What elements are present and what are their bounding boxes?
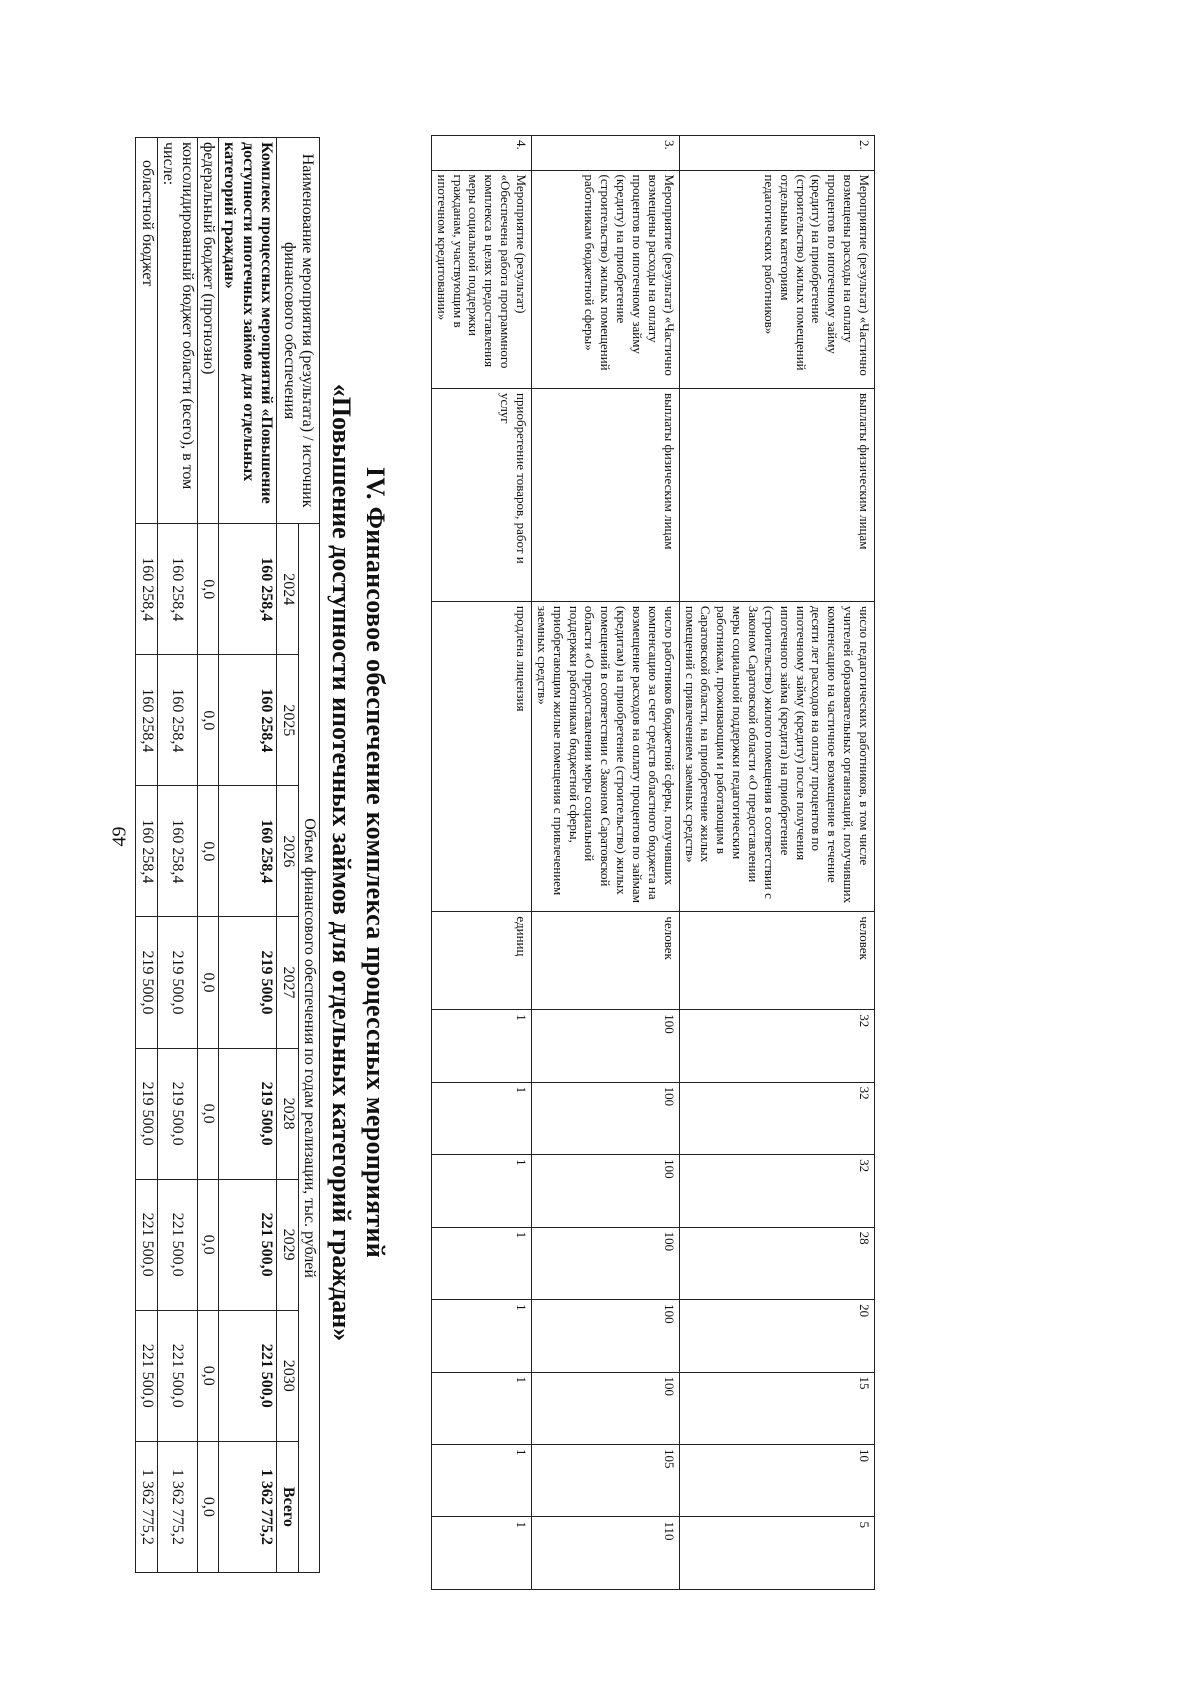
unit: единиц (431, 912, 531, 1010)
year-header: 2029 (277, 1179, 298, 1310)
unit: человек (531, 912, 679, 1010)
indicator-value: 1 (431, 1372, 531, 1444)
finance-value: 221 500,0 (136, 1179, 157, 1310)
indicator-value: 32 (679, 1010, 874, 1082)
finance-value: 0,0 (197, 1310, 218, 1441)
finance-row (157, 138, 197, 1573)
event-characteristic: продлена лицензия (431, 601, 531, 912)
event-name: Мероприятие (результат) «Обеспечена работа программного комплекса в целях предоставления меры социальной поддержки гражданам, участвующим в ипотечном кредитовании» (431, 170, 531, 389)
year-header: 2030 (277, 1310, 298, 1441)
indicator-value: 100 (531, 1300, 679, 1372)
heading-line-1: IV. Финансовое обеспечение комплекса процессных мероприятий (361, 466, 390, 1259)
indicator-row (431, 136, 531, 1590)
row-number: 4. (431, 136, 531, 171)
indicator-value: 1 (431, 1155, 531, 1227)
finance-source-label: консолидированный бюджет области (всего), в том числе: (157, 138, 197, 524)
indicator-value: 1 (431, 1082, 531, 1154)
indicator-value: 1 (431, 1300, 531, 1372)
indicator-value: 10 (679, 1445, 874, 1517)
finance-value: 0,0 (197, 1048, 218, 1179)
indicator-value: 5 (679, 1517, 874, 1590)
row-number: 2. (679, 136, 874, 171)
indicator-value: 1 (431, 1517, 531, 1590)
finance-value: 221 500,0 (157, 1310, 197, 1441)
finance-value: 160 258,4 (136, 655, 157, 786)
finance-value: 160 258,4 (219, 524, 277, 655)
year-header: 2028 (277, 1048, 298, 1179)
indicator-value: 1 (431, 1010, 531, 1082)
event-type: приобретение товаров, работ и услуг (431, 389, 531, 602)
unit: человек (679, 912, 874, 1010)
indicator-value: 100 (531, 1227, 679, 1299)
finance-source-label: Комплекс процессных мероприятий «Повышение доступности ипотечных займов для отдельных категорий граждан» (219, 138, 277, 524)
event-name: Мероприятие (результат) «Частично возмещены расходы на оплату процентов по ипотечному займу (кредиту) на приобретение (строительство) жилых помещений отдельным категориям педагогических работников» (679, 170, 874, 389)
indicator-value: 20 (679, 1300, 874, 1372)
event-characteristic: число работников бюджетной сферы, получивших компенсацию за счет средств областного бюджета на возмещение расходов на оплату процентов по займам (кредитам) на приобретение (строительство) жилых помещений в соответствии с Законом Саратовской области «О предоставлении меры социальной поддержки работникам бюджетной сферы, приобретающим жилые помещения с привлечением заемных средств» (531, 601, 679, 912)
finance-value: 0,0 (197, 1441, 218, 1572)
section-heading (326, 135, 390, 1590)
finance-row (136, 138, 157, 1573)
indicators-table (431, 135, 875, 1590)
year-header: 2026 (277, 786, 298, 917)
finance-value: 1 362 775,2 (219, 1441, 277, 1572)
indicator-value: 32 (679, 1082, 874, 1154)
finance-source-label: федеральный бюджет (прогнозно) (197, 138, 218, 524)
indicator-value: 28 (679, 1227, 874, 1299)
heading-line-2: «Повышение доступности ипотечных займов для отдельных категорий граждан» (327, 383, 356, 1342)
event-type: выплаты физическим лицам (531, 389, 679, 602)
indicator-value: 100 (531, 1372, 679, 1444)
finance-row (197, 138, 218, 1573)
finance-value: 0,0 (197, 524, 218, 655)
indicator-value: 32 (679, 1155, 874, 1227)
finance-value: 160 258,4 (219, 786, 277, 917)
finance-value: 1 362 775,2 (157, 1441, 197, 1572)
indicator-value: 1 (431, 1445, 531, 1517)
finance-group-header: Объем финансового обеспечения по годам реализации, тыс. рублей (298, 524, 319, 1573)
indicator-row (679, 136, 874, 1590)
finance-value: 0,0 (197, 786, 218, 917)
finance-value: 219 500,0 (157, 1048, 197, 1179)
finance-value: 160 258,4 (136, 524, 157, 655)
finance-value: 219 500,0 (157, 917, 197, 1048)
indicator-value: 15 (679, 1372, 874, 1444)
year-header: Всего (277, 1441, 298, 1572)
year-header: 2027 (277, 917, 298, 1048)
finance-value: 160 258,4 (136, 786, 157, 917)
finance-value: 219 500,0 (136, 1048, 157, 1179)
finance-value: 160 258,4 (157, 786, 197, 917)
indicator-value: 110 (531, 1517, 679, 1590)
finance-value: 0,0 (197, 917, 218, 1048)
finance-table (135, 137, 320, 1573)
finance-value: 1 362 775,2 (136, 1441, 157, 1572)
finance-value: 0,0 (197, 655, 218, 786)
event-characteristic: число педагогических работников, в том числе учителей образовательных организаций, получивших компенсацию на частичное возмещение в течение десяти лет расходов на оплату процентов по ипотечному займу (кредиту) после получения ипотечного займа (кредита) на приобретение (строительство) жилого помещения в соответствии с Законом Саратовской области «О предоставлении меры социальной поддержки педагогическим работникам, проживающим и работающим в Саратовской области, на приобретение жилых помещений с привлечением заемных средств» (679, 601, 874, 912)
finance-value: 221 500,0 (136, 1310, 157, 1441)
finance-value: 160 258,4 (157, 655, 197, 786)
finance-value: 160 258,4 (219, 655, 277, 786)
finance-value: 221 500,0 (219, 1179, 277, 1310)
year-header: 2025 (277, 655, 298, 786)
year-header: 2024 (277, 524, 298, 655)
finance-value: 221 500,0 (157, 1179, 197, 1310)
event-type: выплаты физическим лицам (679, 389, 874, 602)
page-number: 49 (108, 826, 131, 847)
finance-row (219, 138, 277, 1573)
finance-value: 219 500,0 (136, 917, 157, 1048)
row-number: 3. (531, 136, 679, 171)
indicator-value: 100 (531, 1010, 679, 1082)
finance-name-header: Наименование мероприятия (результата) / источник финансового обеспечения (277, 138, 320, 524)
finance-value: 219 500,0 (219, 917, 277, 1048)
event-name: Мероприятие (результат) «Частично возмещены расходы на оплату процентов по ипотечному займу (кредиту) на приобретение (строительство) жилых помещений работникам бюджетной сферы» (531, 170, 679, 389)
finance-value: 221 500,0 (219, 1310, 277, 1441)
indicator-value: 100 (531, 1155, 679, 1227)
finance-value: 160 258,4 (157, 524, 197, 655)
finance-value: 219 500,0 (219, 1048, 277, 1179)
indicator-value: 100 (531, 1082, 679, 1154)
indicator-value: 105 (531, 1445, 679, 1517)
indicator-row (531, 136, 679, 1590)
indicator-value: 1 (431, 1227, 531, 1299)
finance-value: 0,0 (197, 1179, 218, 1310)
finance-source-label: областной бюджет (136, 138, 157, 524)
